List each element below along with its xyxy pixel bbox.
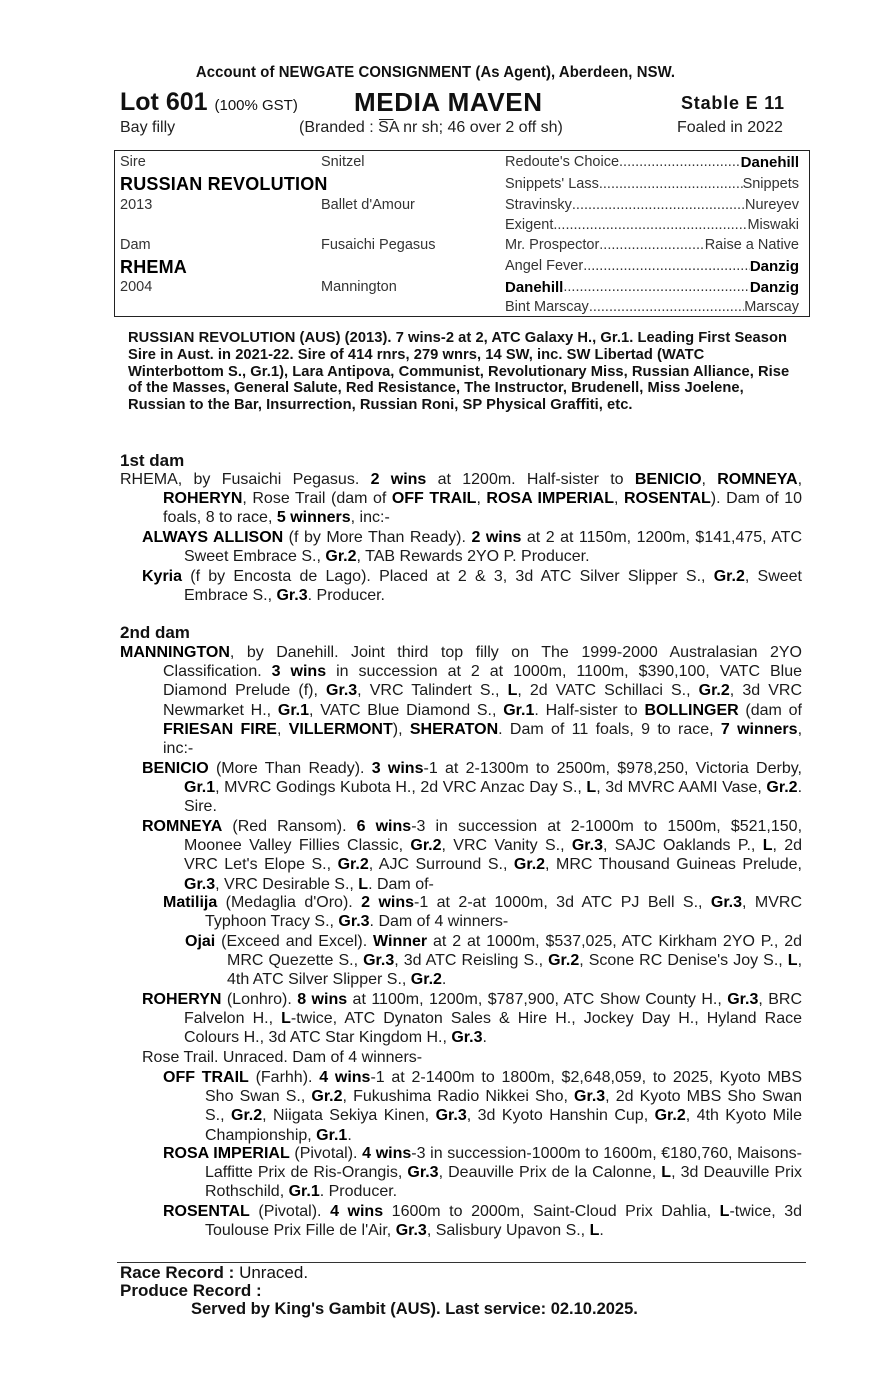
race-record bbox=[120, 1263, 308, 1283]
ancestor-name: Mr. Prospector bbox=[505, 237, 600, 253]
produce-record bbox=[120, 1281, 262, 1301]
dam-dam: Mannington bbox=[321, 279, 397, 295]
horse-name: MEDIA MAVEN bbox=[354, 87, 543, 117]
pedigree-paragraph: ROMNEYA (Red Ransom). 6 wins-3 in succession at 2-1000m to 1500m, $521,150, Moonee Valley Fillies Classic, Gr.2, VRC Vanity S., Gr.3, SAJC Oaklands P., L, 2d VRC Let's Elope S., Gr.2, AJC Surround S., Gr.2, MRC Thousand Guineas Prelude, Gr.3, VRC Desirable S., L. Dam of- bbox=[142, 818, 803, 893]
leader-dots bbox=[583, 258, 750, 275]
ancestor-sire: Danzig bbox=[749, 279, 799, 296]
lot-label: Lot 601 bbox=[120, 88, 208, 116]
produce-record-label: Produce Record : bbox=[120, 1281, 262, 1300]
pedigree-paragraph: ROHERYN (Lonhro). 8 wins at 1100m, 1200m, $787,900, ATC Show County H., Gr.3, BRC Falvelon H., L-twice, ATC Dynaton Sales & Hire H., Jockey Day H., Hyland Race Colours H., 3d ATC Star Kingdom H., Gr.3. bbox=[142, 991, 803, 1047]
ancestor-name: Stravinsky bbox=[505, 197, 572, 213]
dam-sire: Fusaichi Pegasus bbox=[321, 237, 436, 253]
leader-dots bbox=[619, 154, 741, 171]
leader-dots bbox=[553, 217, 747, 233]
lot-number bbox=[120, 88, 298, 117]
ancestor-name: Angel Fever bbox=[505, 258, 584, 274]
ancestor-name: Danehill bbox=[505, 279, 564, 296]
pedigree-row bbox=[505, 237, 799, 253]
leader-dots bbox=[563, 279, 749, 296]
pedigree-row bbox=[505, 299, 799, 315]
served-by: Served by King's Gambit (AUS). Last service: 02.10.2025. bbox=[191, 1300, 638, 1318]
stable-location: Stable E 11 bbox=[681, 93, 785, 113]
pedigree-paragraph: ROSA IMPERIAL (Pivotal). 4 wins-3 in succession-1000m to 1600m, €180,760, Maisons-Laffitte Prix de Ris-Orangis, Gr.3, Deauville Prix de la Calonne, L, 3d Deauville Prix Rothschild, Gr.1. Producer. bbox=[163, 1145, 803, 1201]
pedigree-row bbox=[505, 217, 799, 233]
race-record-value: Unraced. bbox=[239, 1263, 309, 1282]
sire-sire: Snitzel bbox=[321, 154, 365, 170]
pedigree-paragraph: ALWAYS ALLISON (f by More Than Ready). 2 wins at 2 at 1150m, 1200m, $141,475, ATC Sweet Embrace S., Gr.2, TAB Rewards 2YO P. Producer. bbox=[142, 529, 803, 566]
first-dam-heading: 1st dam bbox=[120, 451, 185, 470]
pedigree-paragraph: Ojai (Exceed and Excel). Winner at 2 at 1000m, $537,025, ATC Kirkham 2YO P., 2d MRC Quezette S., Gr.3, 3d ATC Reisling S., Gr.2, Scone RC Denise's Joy S., L, 4th ATC Silver Slipper S., Gr.2. bbox=[185, 933, 803, 989]
leader-dots bbox=[599, 237, 704, 253]
leader-dots bbox=[599, 176, 743, 192]
ancestor-name: Bint Marscay bbox=[505, 299, 589, 315]
pedigree-row bbox=[505, 279, 799, 296]
pedigree-row bbox=[505, 197, 799, 213]
leader-dots bbox=[572, 197, 745, 213]
sire-name: RUSSIAN REVOLUTION bbox=[120, 174, 328, 194]
dam-year: 2004 bbox=[120, 279, 153, 295]
pedigree-row bbox=[505, 176, 799, 192]
dam-name: RHEMA bbox=[120, 257, 187, 277]
pedigree-paragraph: RHEMA, by Fusaichi Pegasus. 2 wins at 1200m. Half-sister to BENICIO, ROMNEYA, ROHERYN, Rose Trail (dam of OFF TRAIL, ROSA IMPERIAL, ROSENTAL). Dam of 10 foals, 8 to race, 5 winners, inc:- bbox=[120, 471, 803, 527]
ancestor-sire: Snippets bbox=[742, 176, 799, 192]
ancestor-name: Exigent bbox=[505, 217, 554, 233]
pedigree-paragraph: MANNINGTON, by Danehill. Joint third top filly on The 1999-2000 Australasian 2YO Classification. 3 wins in succession at 2 at 1000m, 1100m, $390,100, VATC Blue Diamond Prelude (f), Gr.3, VRC Talindert S., L, 2d VATC Schillaci S., Gr.2, 3d VRC Newmarket H., Gr.1, VATC Blue Diamond S., Gr.1. Half-sister to BOLLINGER (dam of FRIESAN FIRE, VILLERMONT), SHERATON. Dam of 11 foals, 9 to race, 7 winners, inc:- bbox=[120, 644, 803, 758]
ancestor-sire: Danzig bbox=[749, 258, 799, 275]
ancestor-name: Snippets' Lass bbox=[505, 176, 599, 192]
pedigree-paragraph: Rose Trail. Unraced. Dam of 4 winners- bbox=[142, 1049, 423, 1066]
gst-note: (100% GST) bbox=[214, 97, 298, 114]
vendor-account: Account of NEWGATE CONSIGNMENT (As Agent), Aberdeen, NSW. bbox=[195, 64, 676, 81]
leader-dots bbox=[589, 299, 744, 315]
ancestor-name: Redoute's Choice bbox=[505, 154, 620, 170]
sire-summary: RUSSIAN REVOLUTION (AUS) (2013). 7 wins-2 at 2, ATC Galaxy H., Gr.1. Leading First Season Sire in Aust. in 2021-22. Sire of 414 rnrs, 279 wnrs, 14 SW, inc. SW Libertad (WATC Winterbottom S., Gr.1), Lara Antipova, Communist, Revolutionary Miss, Russian Alliance, Rise of the Masses, General Salute, Red Resistance, The Instructor, Brudenell, Miss Joelene, Russian to the Bar, Insurrection, Russian Roni, SP Physical Graffiti, etc. bbox=[128, 330, 790, 414]
foaled-year: Foaled in 2022 bbox=[677, 119, 783, 136]
pedigree-paragraph: Kyria (f by Encosta de Lago). Placed at 2 & 3, 3d ATC Silver Slipper S., Gr.2, Sweet Embrace S., Gr.3. Producer. bbox=[142, 568, 803, 605]
ancestor-sire: Raise a Native bbox=[704, 237, 799, 253]
sire-label: Sire bbox=[120, 154, 146, 170]
ancestor-sire: Nureyev bbox=[745, 197, 799, 213]
ancestor-sire: Marscay bbox=[744, 299, 799, 315]
brand-marks: (Branded : S̅̅A nr sh; 46 over 2 off sh) bbox=[299, 119, 563, 136]
dam-label: Dam bbox=[120, 237, 151, 253]
sire-year: 2013 bbox=[120, 197, 153, 213]
pedigree-row bbox=[505, 154, 799, 171]
pedigree-paragraph: OFF TRAIL (Farhh). 4 wins-1 at 2-1400m to 1800m, $2,648,059, to 2025, Kyoto MBS Sho Swan S., Gr.2, Fukushima Radio Nikkei Sho, Gr.3, 2d Kyoto MBS Sho Swan S., Gr.2, Niigata Sekiya Kinen, Gr.3, 3d Kyoto Hanshin Cup, Gr.2, 4th Kyoto Mile Championship, Gr.1. bbox=[163, 1069, 803, 1144]
ancestor-sire: Miswaki bbox=[747, 217, 799, 233]
race-record-label: Race Record : bbox=[120, 1263, 235, 1282]
sire-dam: Ballet d'Amour bbox=[321, 197, 415, 213]
second-dam-heading: 2nd dam bbox=[120, 623, 190, 642]
ancestor-sire: Danehill bbox=[740, 154, 799, 171]
pedigree-paragraph: BENICIO (More Than Ready). 3 wins-1 at 2-1300m to 2500m, $978,250, Victoria Derby, Gr.1, MVRC Godings Kubota H., 2d VRC Anzac Day S., L, 3d MVRC AAMI Vase, Gr.2. Sire. bbox=[142, 760, 803, 816]
pedigree-paragraph: Matilija (Medaglia d'Oro). 2 wins-1 at 2-at 1000m, 3d ATC PJ Bell S., Gr.3, MVRC Typhoon Tracy S., Gr.3. Dam of 4 winners- bbox=[163, 894, 802, 931]
horse-description: Bay filly bbox=[120, 119, 176, 136]
pedigree-row bbox=[505, 258, 799, 275]
pedigree-paragraph: ROSENTAL (Pivotal). 4 wins 1600m to 2000m, Saint-Cloud Prix Dahlia, L-twice, 3d Toulouse Prix Fille de l'Air, Gr.3, Salisbury Upavon S., L. bbox=[163, 1203, 803, 1240]
